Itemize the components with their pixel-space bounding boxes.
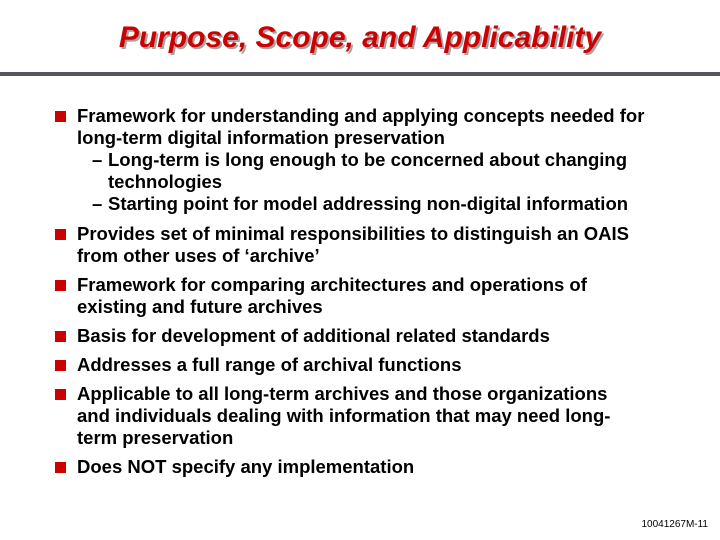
bullet-text: Provides set of minimal responsibilities to distinguish an OAIS (77, 222, 630, 244)
bullet-text: Applicable to all long-term archives and those organizations (77, 383, 608, 405)
bullet-text: Framework for understanding and applying concepts needed for (77, 105, 645, 126)
bullet-marker (55, 389, 66, 400)
sub-bullet-dash: – (92, 149, 103, 171)
sub-bullet-text: Starting point for model addressing non-digital information (108, 193, 629, 215)
sub-bullet-text: Long-term is long enough to be concerned about changing (108, 149, 628, 171)
bullet-text: and individuals dealing with information that may need long- (77, 405, 611, 427)
sub-bullet-dash: – (92, 193, 103, 215)
sub-bullet-text: technologies (108, 171, 223, 193)
slide-title: Purpose, Scope, and Applicability (118, 21, 602, 54)
bullet-marker (55, 331, 66, 342)
bullet-marker (55, 360, 66, 371)
bullet-text: Framework for comparing architectures and operations of (77, 273, 587, 295)
bullet-text: long-term digital information preservation (77, 127, 445, 149)
bullet-text: from other uses of ‘archive’ (77, 244, 320, 266)
bullet-text: Basis for development of additional related standards (77, 324, 550, 346)
bullet-text: term preservation (77, 427, 234, 449)
bullet-marker (55, 111, 66, 122)
bullet-marker (55, 229, 66, 240)
slide-footer-id: 10041267M-11 (641, 519, 708, 530)
bullet-text: existing and future archives (77, 295, 323, 317)
bullet-marker (55, 280, 66, 291)
bullet-text: Addresses a full range of archival functions (77, 354, 462, 375)
bullet-marker (55, 462, 66, 473)
bullet-text: Does NOT specify any implementation (77, 456, 415, 478)
